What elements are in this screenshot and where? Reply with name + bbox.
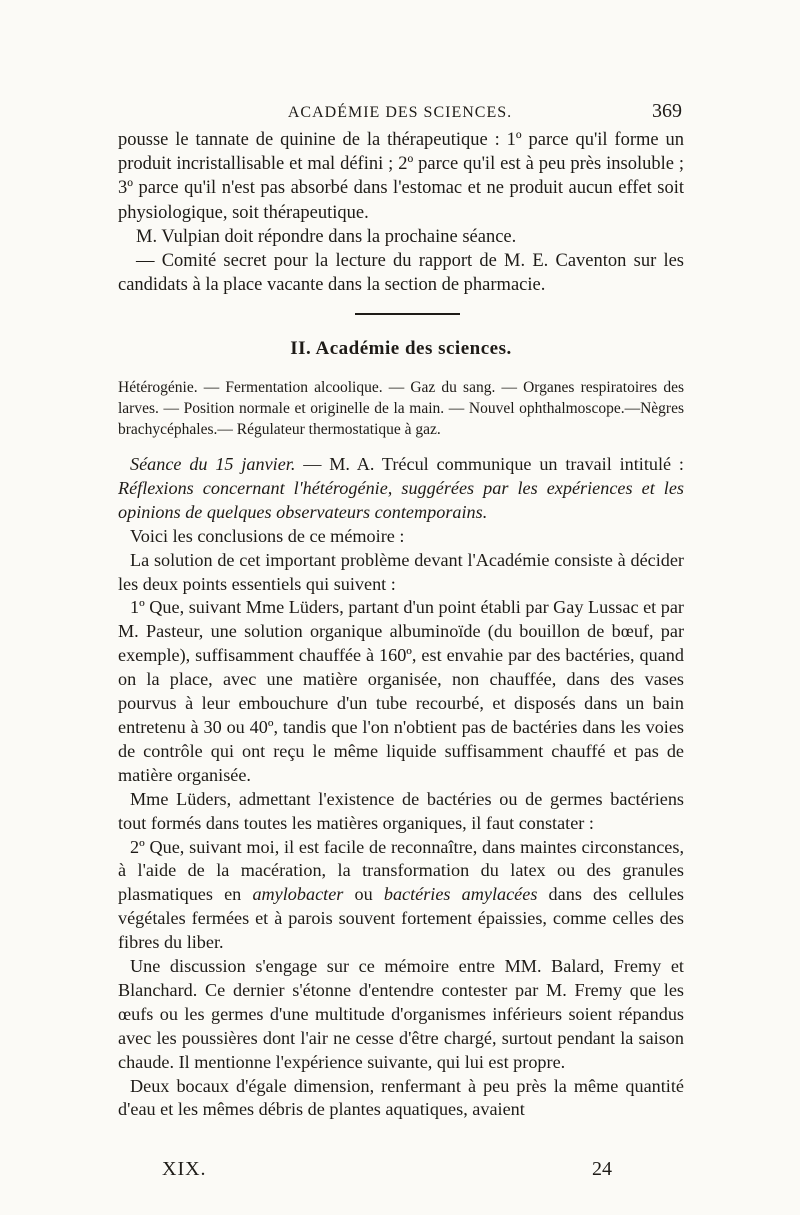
section-heading: II. Académie des sciences. (290, 338, 512, 359)
italic-term: amylobacter (252, 884, 344, 905)
volume-signature: XIX. (162, 1158, 207, 1180)
paragraph: Une discussion s'engage sur ce mémoire entre MM. Balard, Fremy et Blanchard. Ce dernier s'étonne d'entendre contester par M. Fremy que les œufs ou les germes d'une multitude d'organismes inférieurs soient répandus avec les poussières dont l'air ne cesse d'être chargé, surtout pendant la saison chaude. Il mentionne l'expérience suivante, qui lui est propre. (118, 956, 684, 1072)
page-number: 369 (652, 100, 682, 122)
paragraph: Deux bocaux d'égale dimension, renfermant à peu près la même quantité d'eau et les mêmes débris de plantes aquatiques, avaient (118, 1075, 684, 1120)
running-header (118, 100, 682, 128)
section-body (118, 453, 684, 1122)
paragraph-text: — M. A. Trécul communique un travail intitulé : (295, 454, 684, 474)
paragraph: pousse le tannate de quinine de la thérapeutique : 1º parce qu'il forme un produit incristallisable et mal défini ; 2º parce qu'il est à peu près insoluble ; 3º parce qu'il n'est pas absorbé dans l'estomac et ne produit aucun effet soit physiologique, soit thérapeutique. (118, 130, 684, 223)
session-date: Séance du 15 janvier. (130, 454, 296, 474)
sheet-number: 24 (592, 1158, 612, 1180)
continued-text (118, 128, 684, 297)
italic-term: bactéries amylacées (383, 884, 538, 905)
summary-text: Hétérogénie. — Fermentation alcoolique. — Gaz du sang. — Organes respiratoires des larves. — Position normale et originelle de la main. — Nouvel ophthalmoscope.—Nègres brachycéphales.— Régulateur thermostatique à gaz. (118, 379, 684, 438)
work-title: Réflexions concernant l'hétérogénie, suggérées par les expériences et les opinions de quelques observateurs contemporains. (118, 477, 684, 522)
paragraph: 1º Que, suivant Mme Lüders, partant d'un point établi par Gay Lussac et par M. Pasteur, une solution organique albuminoïde (du bouillon de bœuf, par exemple), suffisamment chauffée à 160º, est envahie par des bactéries, quand on la place, avec une matière organisée, non chauffée, dans des vases pourvus à leur embouchure d'un tube recourbé, et disposés dans un bain entretenu à 30 ou 40º, tandis que l'on n'obtient pas de bactéries dans les voies de contrôle qui ont reçu le même liquide suffisamment chauffé et pas de matière organisée. (118, 597, 684, 785)
paragraph: M. Vulpian doit répondre dans la prochaine séance. (136, 226, 517, 247)
paragraph: La solution de cet important problème devant l'Académie consiste à décider les deux points essentiels qui suivent : (118, 549, 684, 594)
section-summary (118, 377, 684, 440)
paragraph-text: dans des cellules végétales fermées et à parois souvent fortement épaissies, comme celles des fibres du liber. (118, 884, 684, 953)
paragraph: Mme Lüders, admettant l'existence de bactéries ou de germes bactériens tout formés dans toutes les matières organiques, il faut constater : (118, 788, 684, 833)
section-divider (355, 313, 460, 315)
paragraph (118, 836, 684, 956)
paragraph-text: ou (343, 884, 384, 905)
paragraph: — Comité secret pour la lecture du rapport de M. E. Caventon sur les candidats à la place vacante dans la section de pharmacie. (118, 251, 684, 296)
paragraph (118, 453, 684, 525)
paragraph: Voici les conclusions de ce mémoire : (130, 525, 405, 546)
running-title: ACADÉMIE DES SCIENCES. (287, 104, 513, 121)
paragraph-text: 2º Que, suivant moi, il est facile de reconnaître, dans maintes circonstances, à l'aide de la macération, la transformation du latex ou des granules plasmatiques en (118, 836, 684, 905)
